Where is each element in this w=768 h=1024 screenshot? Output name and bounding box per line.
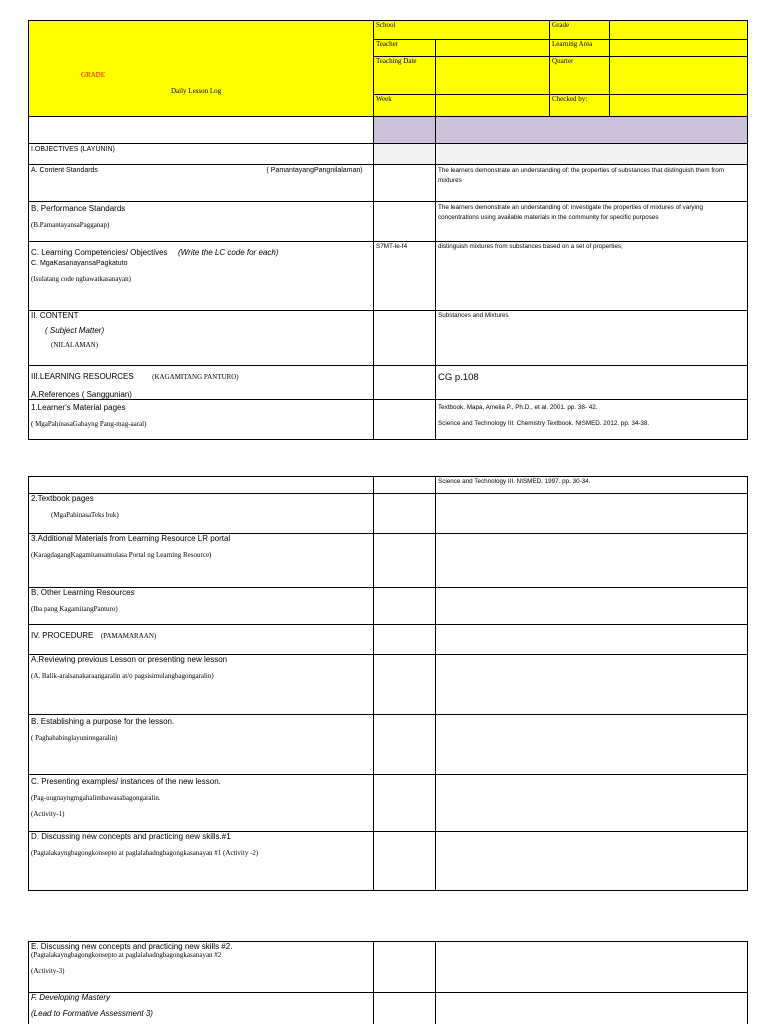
discussing-2-label: E. Discussing new concepts and practicing new skills #2. (Pagtalakayngbagongkonsepto at paglalahadngbagongkasanayan #2 (Activity-3) xyxy=(29,942,374,993)
discussing-2-value[interactable] xyxy=(436,942,748,993)
resources-label: III.LEARNING RESOURCES (KAGAMITANG PANTURO) A.References ( Sanggunian) xyxy=(29,366,374,400)
discussing-1-value[interactable] xyxy=(436,832,748,891)
competencies-label: C. Learning Competencies/ Objectives (Write the LC code for each) C. MgaKasanayansaPagkatuto (Isulatang code ngbawatkasanayan) xyxy=(29,242,374,311)
presenting-code[interactable] xyxy=(374,775,436,832)
reviewing-value[interactable] xyxy=(436,655,748,715)
header-title-cell xyxy=(29,21,374,117)
teacher-value[interactable] xyxy=(436,40,550,57)
textbook-label: 2.Textbook pages (MgaPahinasaTeks buk) xyxy=(29,494,374,534)
content-code[interactable] xyxy=(374,311,436,366)
learner-ref-3[interactable]: Science and Technology III. NISMED. 1997. pp. 30-34. xyxy=(436,477,748,494)
content-label: II. CONTENT ( Subject Matter) (NILALAMAN) xyxy=(29,311,374,366)
competencies-text[interactable]: distinguish mixtures from substances based on a set of properties; xyxy=(436,242,748,311)
content-standards-text[interactable]: The learners demonstrate an understanding of: the properties of substances that distinguish them from mixtures xyxy=(436,165,748,202)
performance-standards-code[interactable] xyxy=(374,202,436,242)
learning-area-value[interactable] xyxy=(610,40,748,57)
reviewing-code[interactable] xyxy=(374,655,436,715)
learner-material-label: 1.Learner's Material pages ( MgaPahinasaGabayng Pang-mag-aaral) xyxy=(29,400,374,440)
objectives-grey-cell-wide xyxy=(436,144,748,165)
blank-cell[interactable] xyxy=(374,477,436,494)
page-title: Daily Lesson Log xyxy=(171,87,222,95)
objectives-grey-cell xyxy=(374,144,436,165)
lesson-log-table-1 xyxy=(28,20,748,440)
objectives-heading: I.OBJECTIVES (LAYUNIN) xyxy=(29,144,374,165)
additional-materials-value[interactable] xyxy=(436,534,748,588)
grade-label: GRADE xyxy=(81,71,106,79)
week-value[interactable] xyxy=(436,95,550,117)
week-label: Week xyxy=(374,95,436,117)
content-standards-code[interactable] xyxy=(374,165,436,202)
quarter-value[interactable] xyxy=(610,57,748,95)
blank-cell xyxy=(29,117,374,144)
textbook-value[interactable] xyxy=(436,494,748,534)
grade-value[interactable] xyxy=(610,21,748,40)
presenting-value[interactable] xyxy=(436,775,748,832)
establishing-label: B. Establishing a purpose for the lesson. ( Paghahabinglayuninngaralin) xyxy=(29,715,374,775)
checked-by-value[interactable] xyxy=(610,95,748,117)
lavender-cell xyxy=(374,117,436,144)
content-text[interactable]: Substances and Mixtures xyxy=(436,311,748,366)
checked-by-label: Checked by: xyxy=(550,95,610,117)
teaching-date-label: Teaching Date xyxy=(374,57,436,95)
performance-standards-text[interactable]: The learners demonstrate an understanding of: investigate the properties of mixtures of varying concentrations using available materials in the community for specific purposes xyxy=(436,202,748,242)
other-resources-value[interactable] xyxy=(436,588,748,625)
additional-materials-code[interactable] xyxy=(374,534,436,588)
lavender-cell-wide xyxy=(436,117,748,144)
teacher-label: Teacher xyxy=(374,40,436,57)
mastery-value[interactable] xyxy=(436,993,748,1024)
learner-material-code[interactable] xyxy=(374,400,436,440)
content-standards-label: A. Content Standards ( PamantayangPangnilalaman) xyxy=(29,165,374,202)
resources-code[interactable] xyxy=(374,366,436,400)
learner-material-refs[interactable]: Textbook. Mapa, Amelia P., Ph.D., et al. 2001. pp. 38- 42. Science and Technology III: Chemistry Textbook. NISMED. 2012. pp. 34-38. xyxy=(436,400,748,440)
additional-materials-label: 3.Additional Materials from Learning Resource LR portal (KaragdagangKagamitansamulasa Portal ng Learning Resource) xyxy=(29,534,374,588)
other-resources-label: B. Other Learning Resources (Iba pang KagamitangPanturo) xyxy=(29,588,374,625)
performance-standards-label: B. Performance Standards (B.PamantayansaPagganap) xyxy=(29,202,374,242)
establishing-value[interactable] xyxy=(436,715,748,775)
learning-area-label: Learning Area xyxy=(550,40,610,57)
cg-reference[interactable]: CG p.108 xyxy=(436,366,748,400)
procedure-code[interactable] xyxy=(374,625,436,655)
establishing-code[interactable] xyxy=(374,715,436,775)
school-label: School xyxy=(374,21,550,40)
other-resources-code[interactable] xyxy=(374,588,436,625)
mastery-label: F. Developing Mastery (Lead to Formative Assessment 3) xyxy=(29,993,374,1024)
mastery-code[interactable] xyxy=(374,993,436,1024)
discussing-1-code[interactable] xyxy=(374,832,436,891)
reviewing-label: A.Reviewing previous Lesson or presenting new lesson (A. Balik-aralsanakaraangaralin at/o pagsisimulangbagongaralin) xyxy=(29,655,374,715)
presenting-label: C. Presenting examples/ instances of the new lesson. (Pag-uugnayngmgahalimbawasabagongaralin. (Activity-1) xyxy=(29,775,374,832)
lesson-log-table-3 xyxy=(28,941,748,1024)
competencies-code[interactable]: S7MT-Ie-f4 xyxy=(374,242,436,311)
discussing-1-label: D. Discussing new concepts and practicing new skills.#1 (Pagtalakayngbagongkonsepto at paglalahadngbagongkasanayan #1 (Activity -2) xyxy=(29,832,374,891)
blank-cell xyxy=(29,477,374,494)
textbook-code[interactable] xyxy=(374,494,436,534)
lesson-log-table-2 xyxy=(28,476,748,891)
grade-field-label: Grade xyxy=(550,21,610,40)
quarter-label: Quarter xyxy=(550,57,610,95)
teaching-date-value[interactable] xyxy=(436,57,550,95)
discussing-2-code[interactable] xyxy=(374,942,436,993)
procedure-value[interactable] xyxy=(436,625,748,655)
procedure-heading: IV. PROCEDURE (PAMAMARAAN) xyxy=(29,625,374,655)
